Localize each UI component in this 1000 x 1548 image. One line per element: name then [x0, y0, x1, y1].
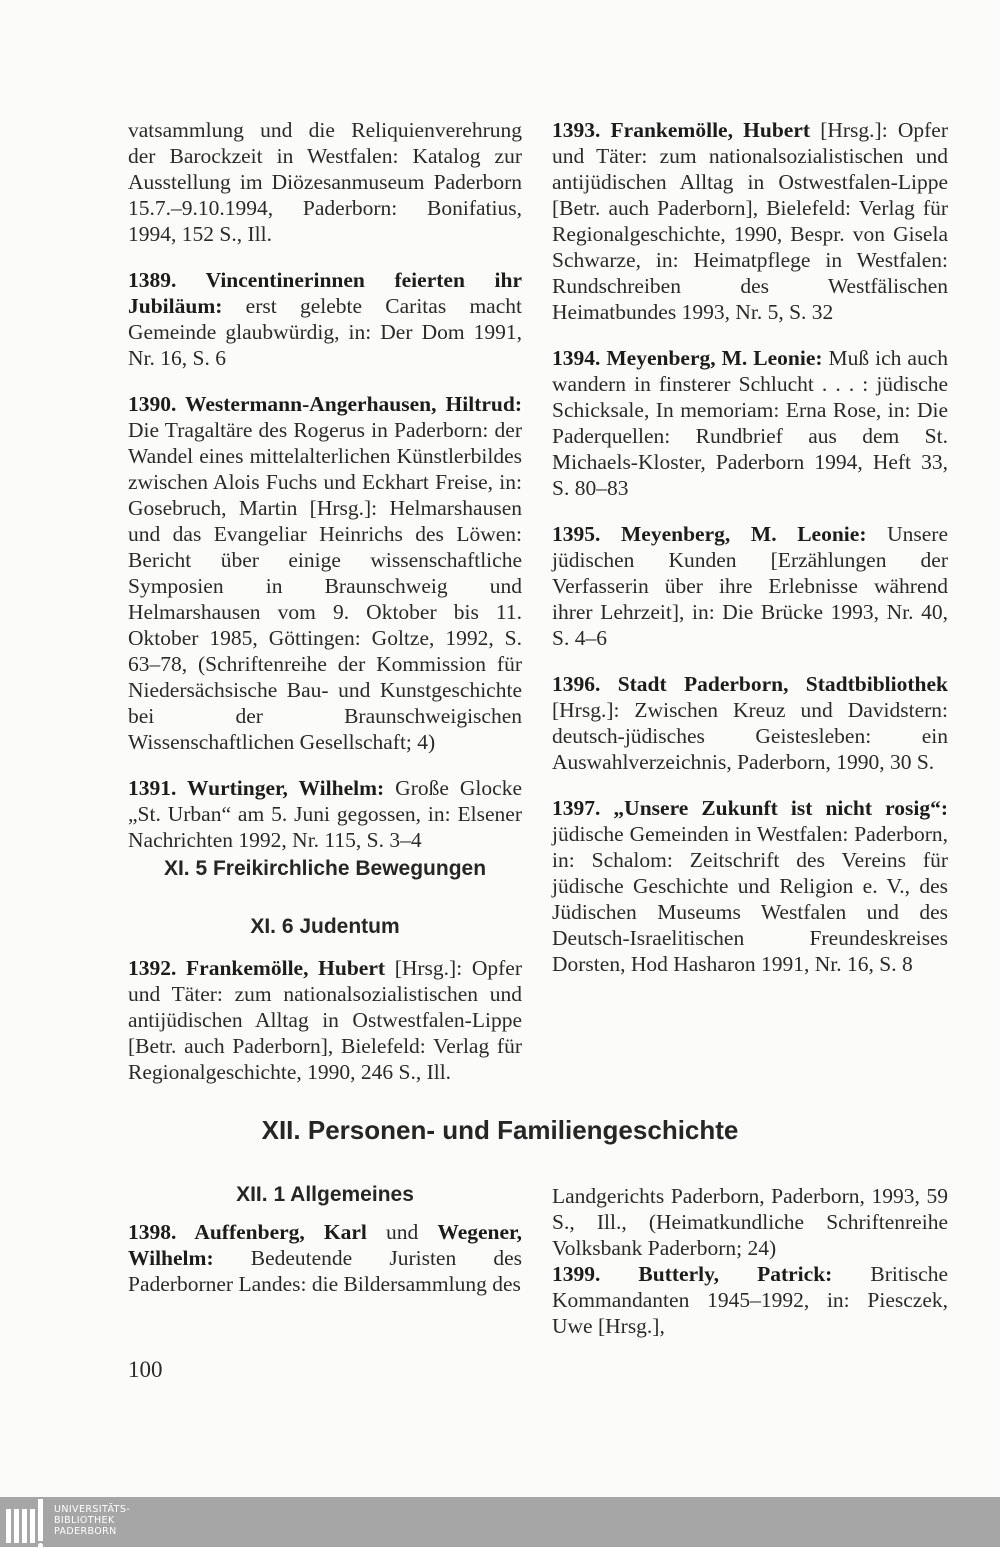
entry-1395-body: Unsere jüdischen Kunden [Erzählungen der Verfasserin über ihre Erlebnisse während ihrer Lehrzeit], in: Die Brücke 1993, Nr. 40, S. 4–6 [552, 522, 949, 650]
entry-1398-continuation: Landgerichts Paderborn, Paderborn, 1993, 59 S., Ill., (Heimatkundliche Schriftenreihe Volksbank Paderborn; 24) [552, 1184, 948, 1260]
heading-judentum: XI. 6 Judentum [250, 915, 400, 938]
entry-1397 [552, 795, 948, 977]
page-number: 100 [128, 1357, 163, 1382]
entry-1398-body: Bedeutende Juristen des Paderborner Landes: die Bildersammlung des [128, 1246, 522, 1296]
entry-1399-head: 1399. Butterly, Patrick: [552, 1262, 833, 1286]
entry-1390-head: 1390. Westermann-Angerhausen, Hiltrud: [128, 392, 522, 416]
entry-1396-head: 1396. Stadt Paderborn, Stadtbibliothek [552, 672, 948, 696]
entry-1398-head2: Wegener, Wilhelm: [128, 1220, 522, 1270]
entry-1398 [128, 1219, 522, 1297]
library-logo-icon [4, 1499, 48, 1545]
entry-1399-body: Britische Kommandanten 1945–1992, in: Piesczek, Uwe [Hrsg.], [552, 1262, 948, 1338]
library-footer [0, 1497, 1000, 1547]
entry-1390 [128, 391, 522, 755]
entry-1392 [128, 955, 522, 1085]
entry-1393 [552, 117, 948, 325]
logo-line-1: UNIVERSITÄTS- [54, 1504, 131, 1515]
entry-1397-head: 1397. „Unsere Zukunft ist nicht rosig“: [552, 796, 948, 820]
entry-1397-body: jüdische Gemeinden in Westfalen: Paderborn, in: Schalom: Zeitschrift des Vereins für jüdische Geschichte und Religion e. V., des Jüdischen Museums Westfalen und des Deutsch-Israelitischen Freundeskreises Dorsten, Hod Hasharon 1991, Nr. 16, S. 8 [552, 822, 948, 976]
section-title: XII. Personen- und Familiengeschichte [261, 1115, 739, 1145]
entry-1398-head1: 1398. Auffenberg, Karl [128, 1220, 367, 1244]
logo-line-3: PADERBORN [54, 1526, 117, 1537]
entry-1390-body: Die Tragaltäre des Rogerus in Paderborn: der Wandel eines mittelalterlichen Künstlerbildes zwischen Alois Fuchs und Eckhart Freise, in: Gosebruch, Martin [Hrsg.]: Helmarshausen und das Evangeliar Heinrichs des Löwen: Bericht über einige wissenschaftliche Symposien in Braunschweig und Helmarshausen vom 9. Oktober bis 11. Oktober 1985, Göttingen: Goltze, 1992, S. 63–78, (Schriftenreihe der Kommission für Niedersächsische Bau- und Kunstgeschichte bei der Braunschweigischen Wissenschaftlichen Gesellschaft; 4) [128, 418, 522, 754]
entry-1391 [128, 775, 522, 853]
entry-1391-body: Große Glocke „St. Urban“ am 5. Juni gegossen, in: Elsener Nachrichten 1992, Nr. 115, S. 3–4 [128, 776, 522, 852]
entry-1389-body: erst gelebte Caritas macht Gemeinde glaubwürdig, in: Der Dom 1991, Nr. 16, S. 6 [128, 294, 522, 370]
entry-1392-head: 1392. Frankemölle, Hubert [128, 956, 386, 980]
entry-1399 [552, 1261, 948, 1339]
entry-1394 [552, 345, 948, 501]
entry-1394-head: 1394. Meyenberg, M. Leonie: [552, 346, 823, 370]
library-logo-text [54, 1504, 130, 1537]
entry-1398-mid: und [366, 1220, 438, 1244]
entry-1395 [552, 521, 948, 651]
entry-1392-block [128, 955, 522, 1105]
entry-1398-block [128, 1219, 522, 1317]
right-column [552, 117, 948, 997]
entry-1391-head: 1391. Wurtinger, Wilhelm: [128, 776, 385, 800]
entry-1393-head: 1393. Frankemölle, Hubert [552, 118, 811, 142]
entry-1395-head: 1395. Meyenberg, M. Leonie: [552, 522, 867, 546]
entry-1389-head: 1389. Vincentinerinnen feierten ihr Jubiläum: [128, 268, 522, 318]
entry-1396-body: [Hrsg.]: Zwischen Kreuz und Davidstern: deutsch-jüdisches Geistesleben: ein Auswahlverzeichnis, Paderborn, 1990, 30 S. [552, 698, 948, 774]
heading-freikirchen: XI. 5 Freikirchliche Bewegungen [163, 857, 487, 880]
lower-right-column [552, 1183, 948, 1359]
entry-1394-body: Muß ich auch wandern in finsterer Schlucht . . . : jüdische Schicksale, In memoriam: Erna Rose, in: Die Paderquellen: Rundbrief aus dem St. Michaels-Kloster, Paderborn 1994, Heft 33, S. 80–83 [552, 346, 948, 500]
entry-fragment: vatsammlung und die Reliquienverehrung der Barockzeit in Westfalen: Katalog zur Ausstellung im Diözesanmuseum Paderborn 15.7.–9.10.1994, Paderborn: Bonifatius, 1994, 152 S., Ill. [128, 118, 522, 246]
left-column [128, 117, 522, 873]
entry-1392-body: [Hrsg.]: Opfer und Täter: zum nationalsozialistischen und antijüdischen Alltag in Ostwestfalen-Lippe [Betr. auch Paderborn], Bielefeld: Verlag für Regionalgeschichte, 1990, 246 S., Ill. [128, 956, 522, 1084]
logo-line-2: BIBLIOTHEK [54, 1515, 115, 1526]
heading-allgemeines: XII. 1 Allgemeines [236, 1183, 414, 1206]
entry-1393-body: [Hrsg.]: Opfer und Täter: zum nationalsozialistischen und antijüdischen Alltag in Ostwestfalen-Lippe [Betr. auch Paderborn], Bielefeld: Verlag für Regionalgeschichte, 1990, Bespr. von Gisela Schwarze, in: Heimatpflege in Westfalen: Rundschreiben des Westfälischen Heimatbundes 1993, Nr. 5, S. 32 [552, 118, 948, 324]
entry-1396 [552, 671, 948, 775]
entry-1389 [128, 267, 522, 371]
